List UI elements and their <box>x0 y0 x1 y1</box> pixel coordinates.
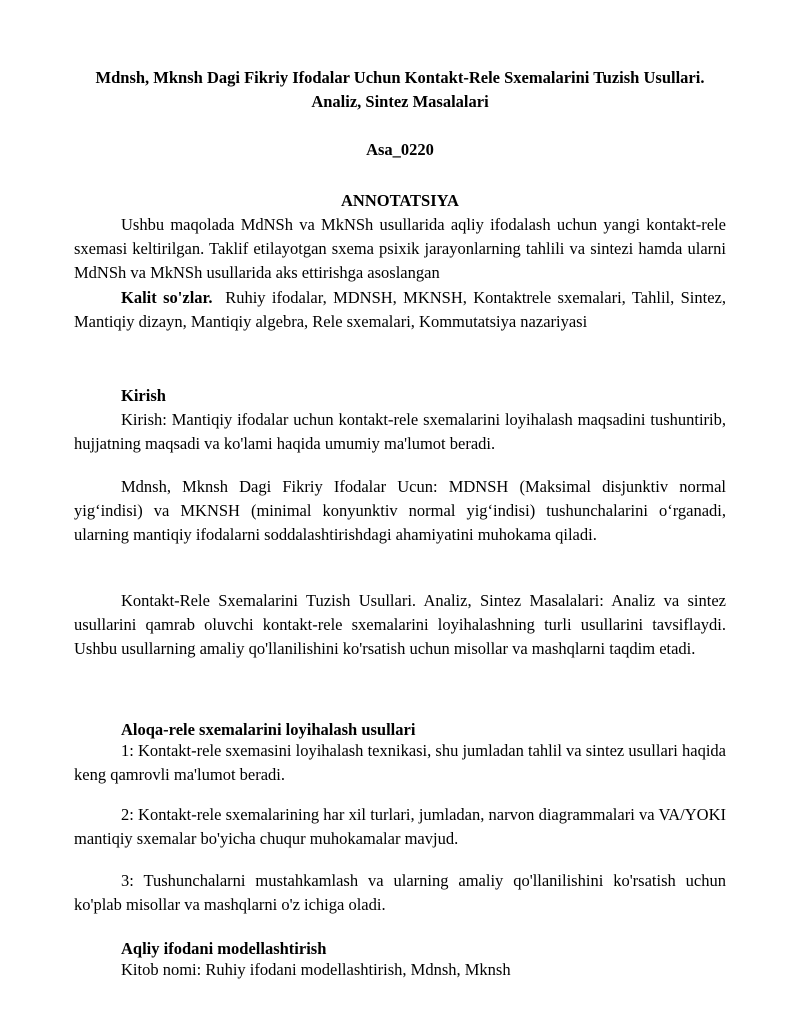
intro-heading: Kirish <box>121 386 166 405</box>
design-paragraph-2: 2: Kontakt-rele sxemalarining har xil turlari, jumladan, narvon diagrammalari va VA/YOKI mantiqiy sxemalar bo'yicha chuqur muhokamalar mavjud. <box>74 805 726 848</box>
design-paragraph-3: 3: Tushunchalarni mustahkamlash va ularning amaliy qo'llanilishini ko'rsatish uchun ko'plab misollar va mashqlarni o'z ichiga oladi. <box>74 871 726 914</box>
document-title: Mdnsh, Mknsh Dagi Fikriy Ifodalar Uchun Kontakt-Rele Sxemalarini Tuzish Usullari. Analiz, Sintez Masalalari <box>95 68 705 111</box>
annotation-text: Ushbu maqolada MdNSh va MkNSh usullarida aqliy ifodalash uchun yangi kontakt-rele sxemasi keltirilgan. Taklif etilayotgan sxema psixik jarayonlarning tahlili va sintezi hamda ularni MdNSh va MkNSh usullarida aks ettirishga asoslangan <box>74 215 726 282</box>
book-title-line: Kitob nomi: Ruhiy ifodani modellashtirish, Mdnsh, Mknsh <box>121 960 511 979</box>
design-paragraph-1: 1: Kontakt-rele sxemasini loyihalash texnikasi, shu jumladan tahlil va sintez usullari haqida keng qamrovli ma'lumot beradi. <box>74 741 726 784</box>
annotation-heading: ANNOTATSIYA <box>341 191 459 210</box>
keywords-text: Ruhiy ifodalar, MDNSH, MKNSH, Kontaktrele sxemalari, Tahlil, Sintez, Mantiqiy dizayn, Mantiqiy algebra, Rele sxemalari, Kommutatsiya nazariyasi <box>74 288 726 331</box>
modeling-heading: Aqliy ifodani modellashtirish <box>121 939 327 958</box>
intro-paragraph-2: Mdnsh, Mknsh Dagi Fikriy Ifodalar Ucun: MDNSH (Maksimal disjunktiv normal yig‘indisi) va MKNSH (minimal konyunktiv normal yig‘indisi) tushunchalarini o‘rganadi, ularning mantiqiy ifodalarni soddalashtirishdagi ahamiyatini muhokama qiladi. <box>74 477 726 544</box>
keywords-label: Kalit so'zlar. <box>121 288 213 307</box>
document-code: Asa_0220 <box>366 140 434 159</box>
intro-paragraph-1: Kirish: Mantiqiy ifodalar uchun kontakt-rele sxemalarini loyihalash maqsadini tushuntirib, hujjatning maqsadi va ko'lami haqida umumiy ma'lumot beradi. <box>74 410 726 453</box>
intro-paragraph-3: Kontakt-Rele Sxemalarini Tuzish Usullari. Analiz, Sintez Masalalari: Analiz va sintez usullarini qamrab oluvchi kontakt-rele sxemalarini loyihalashning turli usullarini tavsiflaydi. Ushbu usullarning amaliy qo'llanilishini ko'rsatish uchun misollar va mashqlarni taqdim etadi. <box>74 591 726 658</box>
design-heading: Aloqa-rele sxemalarini loyihalash usullari <box>121 720 416 739</box>
keywords-paragraph <box>74 286 726 334</box>
